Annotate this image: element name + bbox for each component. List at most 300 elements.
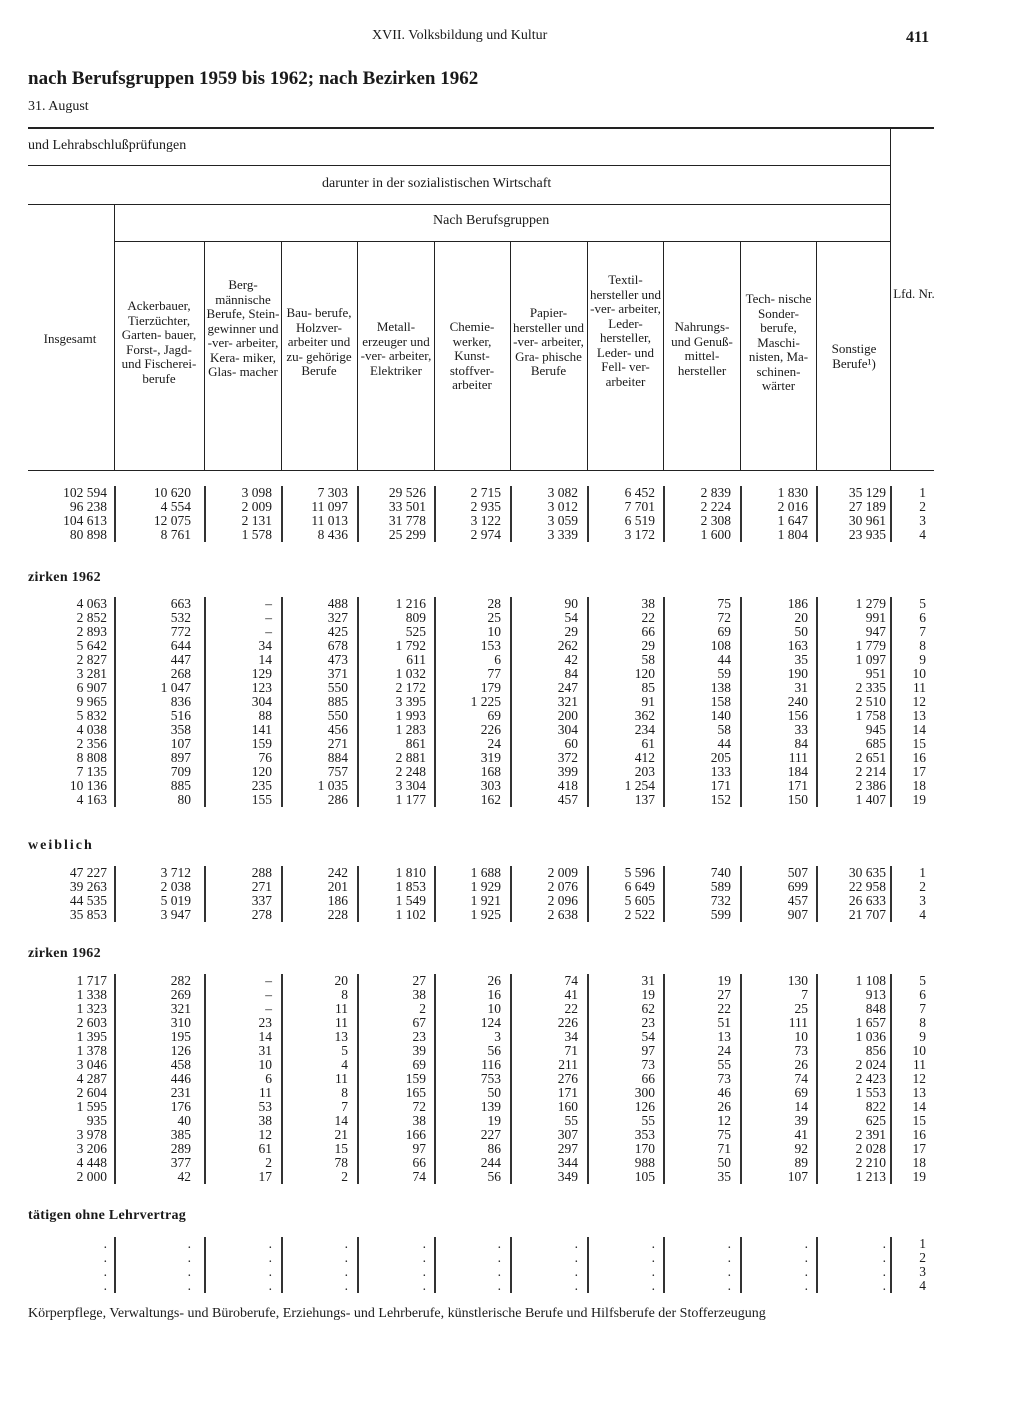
cell-food: 26 <box>717 1099 731 1114</box>
column-separator <box>204 597 206 807</box>
cell-construction: 15 <box>334 1141 348 1156</box>
table-row <box>0 1251 940 1265</box>
cell-food: 50 <box>717 1155 731 1170</box>
cell-other: 2 210 <box>855 1155 886 1170</box>
cell-mining: 235 <box>251 778 272 793</box>
cell-other: 1 036 <box>855 1029 886 1044</box>
cell-technical: . <box>804 1278 808 1293</box>
cell-metal: 25 299 <box>388 527 426 542</box>
cell-metal: 2 881 <box>395 750 426 765</box>
cell-metal: 33 501 <box>388 499 426 514</box>
group-label: darunter in der sozialistischen Wirtschaft <box>322 176 552 191</box>
col-header-textile: Textil- hersteller und -ver- arbeiter, Leder- hersteller, Leder- und Fell- ver- arbeiter <box>589 272 662 389</box>
table-row <box>0 880 940 894</box>
cell-agriculture: 2 038 <box>160 879 191 894</box>
table-row <box>0 1016 940 1030</box>
cell-metal: 159 <box>405 1071 426 1086</box>
cell-chemical: . <box>497 1278 501 1293</box>
col-header-mining: Berg- männische Berufe, Stein- gewinner und -ver- arbeiter, Kera- miker, Glas- macher <box>206 277 280 379</box>
cell-technical: 33 <box>794 722 808 737</box>
table-caption: und Lehrabschlußprüfungen <box>28 138 187 153</box>
cell-agriculture: 897 <box>170 750 191 765</box>
cell-mining: . <box>268 1278 272 1293</box>
cell-textile: 73 <box>641 1057 655 1072</box>
cell-lfd-nr: 5 <box>919 973 926 988</box>
cell-mining: 17 <box>258 1169 272 1184</box>
cell-metal: 27 <box>412 973 426 988</box>
table-row <box>0 639 940 653</box>
cell-construction: 456 <box>327 722 348 737</box>
column-separator <box>434 486 436 542</box>
cell-mining: 304 <box>251 694 272 709</box>
cell-lfd-nr: 3 <box>919 893 926 908</box>
cell-paper: 74 <box>564 973 578 988</box>
cell-other: 856 <box>865 1043 886 1058</box>
column-separator <box>281 597 283 807</box>
cell-other: 2 028 <box>855 1141 886 1156</box>
cell-textile: 55 <box>641 1113 655 1128</box>
cell-textile: 29 <box>641 638 655 653</box>
col-header-technical: Tech- nische Sonder- berufe, Maschi- nisten, Ma- schinen- wärter <box>745 291 812 393</box>
cell-mining: 76 <box>258 750 272 765</box>
cell-paper: 3 059 <box>547 513 578 528</box>
cell-technical: 190 <box>787 666 808 681</box>
cell-other: 21 707 <box>848 907 886 922</box>
table-row <box>0 1142 940 1156</box>
cell-technical: . <box>804 1236 808 1251</box>
rule-3 <box>114 241 890 242</box>
cell-technical: 73 <box>794 1043 808 1058</box>
cell-other: 1 407 <box>855 792 886 807</box>
cell-agriculture: . <box>187 1278 191 1293</box>
table-row <box>0 1279 940 1293</box>
cell-textile: 5 605 <box>624 893 655 908</box>
cell-construction: 5 <box>341 1043 348 1058</box>
vline-c3 <box>357 242 358 470</box>
table-row <box>0 695 940 709</box>
cell-other: 913 <box>865 987 886 1002</box>
table-row <box>0 737 940 751</box>
cell-mining: 88 <box>258 708 272 723</box>
cell-lfd-nr: 14 <box>912 1099 926 1114</box>
cell-lfd-nr: 18 <box>912 778 926 793</box>
cell-other: 2 386 <box>855 778 886 793</box>
section-label: zirken 1962 <box>28 570 101 585</box>
cell-other: 2 214 <box>855 764 886 779</box>
column-separator <box>740 486 742 542</box>
cell-metal: 67 <box>412 1015 426 1030</box>
cell-paper: 3 082 <box>547 485 578 500</box>
cell-other: 2 024 <box>855 1057 886 1072</box>
cell-lfd-nr: 19 <box>912 1169 926 1184</box>
col-header-chemical: Chemie- werker, Kunst- stoffver- arbeiter <box>449 319 495 392</box>
cell-chemical: 1 688 <box>470 865 501 880</box>
cell-insgesamt: 44 535 <box>69 893 107 908</box>
cell-textile: 54 <box>641 1029 655 1044</box>
table-row <box>0 793 940 807</box>
cell-lfd-nr: 8 <box>919 638 926 653</box>
cell-construction: 286 <box>327 792 348 807</box>
cell-food: . <box>727 1236 731 1251</box>
cell-insgesamt: 35 853 <box>69 907 107 922</box>
vline-c9 <box>816 242 817 470</box>
cell-paper: 84 <box>564 666 578 681</box>
cell-other: 991 <box>865 610 886 625</box>
column-separator <box>114 866 116 922</box>
cell-paper: 171 <box>557 1085 578 1100</box>
cell-agriculture: 176 <box>170 1099 191 1114</box>
cell-other: 945 <box>865 722 886 737</box>
cell-other: 35 129 <box>848 485 886 500</box>
column-separator <box>204 866 206 922</box>
cell-paper: 399 <box>557 764 578 779</box>
cell-agriculture: 4 554 <box>160 499 191 514</box>
cell-paper: 418 <box>557 778 578 793</box>
cell-paper: 247 <box>557 680 578 695</box>
cell-lfd-nr: 10 <box>912 666 926 681</box>
cell-insgesamt: 2 603 <box>76 1015 107 1030</box>
cell-lfd-nr: 6 <box>919 987 926 1002</box>
column-separator <box>510 974 512 1184</box>
table-row <box>0 751 940 765</box>
cell-technical: 1 830 <box>777 485 808 500</box>
cell-insgesamt: . <box>103 1264 107 1279</box>
cell-chemical: 10 <box>487 624 501 639</box>
cell-construction: 201 <box>327 879 348 894</box>
cell-technical: 74 <box>794 1071 808 1086</box>
cell-mining: – <box>265 610 272 625</box>
cell-mining: 14 <box>258 652 272 667</box>
cell-other: . <box>882 1278 886 1293</box>
cell-textile: 6 519 <box>624 513 655 528</box>
cell-construction: . <box>344 1278 348 1293</box>
column-separator <box>587 486 589 542</box>
column-separator <box>114 974 116 1184</box>
cell-textile: 66 <box>641 1071 655 1086</box>
cell-mining: 288 <box>251 865 272 880</box>
column-separator <box>434 1237 436 1293</box>
cell-technical: 150 <box>787 792 808 807</box>
cell-agriculture: 3 712 <box>160 865 191 880</box>
cell-chemical: 2 974 <box>470 527 501 542</box>
cell-paper: 54 <box>564 610 578 625</box>
cell-lfd-nr: 16 <box>912 750 926 765</box>
table-row <box>0 908 940 922</box>
cell-food: 75 <box>717 596 731 611</box>
cell-mining: – <box>265 624 272 639</box>
cell-textile: 7 701 <box>624 499 655 514</box>
cell-textile: 91 <box>641 694 655 709</box>
column-separator <box>357 1237 359 1293</box>
cell-technical: 41 <box>794 1127 808 1142</box>
cell-paper: 55 <box>564 1113 578 1128</box>
cell-insgesamt: 96 238 <box>69 499 107 514</box>
cell-agriculture: . <box>187 1236 191 1251</box>
cell-lfd-nr: 15 <box>912 1113 926 1128</box>
cell-insgesamt: 1 323 <box>76 1001 107 1016</box>
vline-c4 <box>434 242 435 470</box>
cell-construction: 228 <box>327 907 348 922</box>
cell-other: 22 958 <box>848 879 886 894</box>
column-separator <box>587 1237 589 1293</box>
cell-construction: . <box>344 1250 348 1265</box>
cell-lfd-nr: 11 <box>913 1057 926 1072</box>
cell-chemical: 227 <box>480 1127 501 1142</box>
cell-paper: 307 <box>557 1127 578 1142</box>
cell-other: 2 651 <box>855 750 886 765</box>
cell-food: 44 <box>717 736 731 751</box>
table-row <box>0 1156 940 1170</box>
column-separator <box>816 974 818 1184</box>
cell-mining: . <box>268 1264 272 1279</box>
cell-mining: 141 <box>251 722 272 737</box>
cell-agriculture: 836 <box>170 694 191 709</box>
cell-technical: 111 <box>788 750 808 765</box>
cell-insgesamt: 2 827 <box>76 652 107 667</box>
cell-chemical: 26 <box>487 973 501 988</box>
cell-technical: 39 <box>794 1113 808 1128</box>
cell-food: 51 <box>717 1015 731 1030</box>
cell-insgesamt: 7 135 <box>76 764 107 779</box>
cell-agriculture: 772 <box>170 624 191 639</box>
cell-textile: 353 <box>634 1127 655 1142</box>
cell-other: 1 779 <box>855 638 886 653</box>
cell-agriculture: 532 <box>170 610 191 625</box>
col-header-construction: Bau- berufe, Holzver- arbeiter und zu- gehörige Berufe <box>286 305 352 378</box>
cell-mining: 129 <box>251 666 272 681</box>
cell-paper: 262 <box>557 638 578 653</box>
cell-mining: 31 <box>258 1043 272 1058</box>
cell-chemical: 116 <box>481 1057 501 1072</box>
cell-technical: 26 <box>794 1057 808 1072</box>
column-separator <box>740 866 742 922</box>
cell-technical: 31 <box>794 680 808 695</box>
cell-metal: 1 993 <box>395 708 426 723</box>
cell-metal: 1 216 <box>395 596 426 611</box>
cell-metal: 74 <box>412 1169 426 1184</box>
cell-chemical: 24 <box>487 736 501 751</box>
table-row <box>0 779 940 793</box>
cell-textile: 6 452 <box>624 485 655 500</box>
table-row <box>0 500 940 514</box>
cell-technical: 699 <box>787 879 808 894</box>
column-separator <box>663 1237 665 1293</box>
cell-construction: 78 <box>334 1155 348 1170</box>
table-row <box>0 765 940 779</box>
cell-chemical: 244 <box>480 1155 501 1170</box>
cell-metal: 97 <box>412 1141 426 1156</box>
cell-metal: 1 032 <box>395 666 426 681</box>
cell-paper: . <box>574 1250 578 1265</box>
cell-metal: 1 853 <box>395 879 426 894</box>
col-header-food: Nahrungs- und Genuß- mittel- hersteller <box>671 319 733 378</box>
cell-insgesamt: 3 046 <box>76 1057 107 1072</box>
vline-c2 <box>281 242 282 470</box>
cell-agriculture: 10 620 <box>153 485 191 500</box>
table-row <box>0 1044 940 1058</box>
cell-textile: 105 <box>634 1169 655 1184</box>
cell-paper: 34 <box>564 1029 578 1044</box>
cell-technical: 171 <box>787 778 808 793</box>
cell-metal: 1 177 <box>395 792 426 807</box>
cell-agriculture: 40 <box>177 1113 191 1128</box>
cell-textile: 362 <box>634 708 655 723</box>
cell-food: 732 <box>710 893 731 908</box>
cell-paper: . <box>574 1264 578 1279</box>
cell-agriculture: 3 947 <box>160 907 191 922</box>
cell-other: 2 391 <box>855 1127 886 1142</box>
table-row <box>0 528 940 542</box>
cell-food: 133 <box>710 764 731 779</box>
column-separator <box>510 866 512 922</box>
cell-construction: 11 <box>335 1001 348 1016</box>
column-separator <box>204 1237 206 1293</box>
cell-construction: 7 <box>341 1099 348 1114</box>
cell-food: 2 224 <box>700 499 731 514</box>
cell-metal: 23 <box>412 1029 426 1044</box>
cell-metal: 3 304 <box>395 778 426 793</box>
cell-technical: 507 <box>787 865 808 880</box>
cell-food: . <box>727 1264 731 1279</box>
cell-construction: 242 <box>327 865 348 880</box>
cell-agriculture: 231 <box>170 1085 191 1100</box>
cell-mining: 120 <box>251 764 272 779</box>
cell-food: 19 <box>717 973 731 988</box>
column-separator <box>434 974 436 1184</box>
cell-agriculture: 1 047 <box>160 680 191 695</box>
cell-lfd-nr: 16 <box>912 1127 926 1142</box>
column-separator <box>816 1237 818 1293</box>
cell-mining: 6 <box>265 1071 272 1086</box>
cell-construction: 11 <box>335 1071 348 1086</box>
cell-food: 69 <box>717 624 731 639</box>
cell-paper: 2 076 <box>547 879 578 894</box>
cell-chemical: 86 <box>487 1141 501 1156</box>
table-row <box>0 1237 940 1251</box>
cell-technical: 7 <box>801 987 808 1002</box>
cell-insgesamt: 1 378 <box>76 1043 107 1058</box>
cell-lfd-nr: 15 <box>912 736 926 751</box>
cell-textile: 61 <box>641 736 655 751</box>
cell-food: 138 <box>710 680 731 695</box>
cell-textile: 38 <box>641 596 655 611</box>
cell-lfd-nr: 17 <box>912 1141 926 1156</box>
cell-technical: 156 <box>787 708 808 723</box>
cell-chemical: . <box>497 1250 501 1265</box>
column-separator <box>587 597 589 807</box>
cell-chemical: 50 <box>487 1085 501 1100</box>
cell-mining: 278 <box>251 907 272 922</box>
cell-mining: 2 <box>265 1155 272 1170</box>
cell-chemical: 56 <box>487 1043 501 1058</box>
cell-construction: 8 <box>341 1085 348 1100</box>
cell-food: . <box>727 1250 731 1265</box>
table-row <box>0 1114 940 1128</box>
cell-metal: 3 395 <box>395 694 426 709</box>
cell-food: 22 <box>717 1001 731 1016</box>
cell-textile: 19 <box>641 987 655 1002</box>
cell-metal: . <box>422 1264 426 1279</box>
cell-mining: – <box>265 596 272 611</box>
cell-chemical: 19 <box>487 1113 501 1128</box>
cell-mining: 159 <box>251 736 272 751</box>
cell-agriculture: 358 <box>170 722 191 737</box>
cell-metal: 861 <box>405 736 426 751</box>
cell-insgesamt: 4 287 <box>76 1071 107 1086</box>
cell-insgesamt: 4 448 <box>76 1155 107 1170</box>
cell-metal: 166 <box>405 1127 426 1142</box>
cell-agriculture: 289 <box>170 1141 191 1156</box>
cell-insgesamt: 2 604 <box>76 1085 107 1100</box>
column-separator <box>510 1237 512 1293</box>
cell-food: 740 <box>710 865 731 880</box>
cell-construction: 7 303 <box>317 485 348 500</box>
cell-lfd-nr: 14 <box>912 722 926 737</box>
cell-construction: 550 <box>327 680 348 695</box>
cell-construction: 186 <box>327 893 348 908</box>
cell-agriculture: 321 <box>170 1001 191 1016</box>
cell-agriculture: 8 761 <box>160 527 191 542</box>
cell-technical: 35 <box>794 652 808 667</box>
table-row <box>0 974 940 988</box>
cell-paper: 160 <box>557 1099 578 1114</box>
cell-chemical: 1 929 <box>470 879 501 894</box>
cell-agriculture: 195 <box>170 1029 191 1044</box>
cell-metal: . <box>422 1278 426 1293</box>
cell-paper: 344 <box>557 1155 578 1170</box>
cell-mining: 3 098 <box>241 485 272 500</box>
cell-food: 108 <box>710 638 731 653</box>
cell-agriculture: 282 <box>170 973 191 988</box>
cell-metal: 1 102 <box>395 907 426 922</box>
table-row <box>0 723 940 737</box>
cell-mining: 2 009 <box>241 499 272 514</box>
cell-technical: 184 <box>787 764 808 779</box>
cell-textile: . <box>651 1250 655 1265</box>
cell-textile: 66 <box>641 624 655 639</box>
cell-lfd-nr: 3 <box>919 1264 926 1279</box>
column-separator <box>204 486 206 542</box>
cell-metal: 1 283 <box>395 722 426 737</box>
cell-agriculture: 269 <box>170 987 191 1002</box>
column-separator <box>434 866 436 922</box>
column-separator <box>816 866 818 922</box>
cell-construction: 8 436 <box>317 527 348 542</box>
cell-lfd-nr: 10 <box>912 1043 926 1058</box>
cell-lfd-nr: 9 <box>919 1029 926 1044</box>
cell-textile: . <box>651 1278 655 1293</box>
cell-technical: 1 647 <box>777 513 808 528</box>
cell-paper: 304 <box>557 722 578 737</box>
cell-other: 951 <box>865 666 886 681</box>
cell-other: 1 553 <box>855 1085 886 1100</box>
cell-insgesamt: 8 808 <box>76 750 107 765</box>
cell-metal: 69 <box>412 1057 426 1072</box>
cell-food: 58 <box>717 722 731 737</box>
cell-chemical: 319 <box>480 750 501 765</box>
column-separator <box>663 486 665 542</box>
cell-textile: 2 522 <box>624 907 655 922</box>
cell-textile: 62 <box>641 1001 655 1016</box>
cell-paper: 42 <box>564 652 578 667</box>
cell-paper: 372 <box>557 750 578 765</box>
cell-construction: 21 <box>334 1127 348 1142</box>
cell-insgesamt: 2 000 <box>76 1169 107 1184</box>
cell-metal: 66 <box>412 1155 426 1170</box>
cell-lfd-nr: 17 <box>912 764 926 779</box>
cell-other: 1 279 <box>855 596 886 611</box>
cell-metal: 72 <box>412 1099 426 1114</box>
